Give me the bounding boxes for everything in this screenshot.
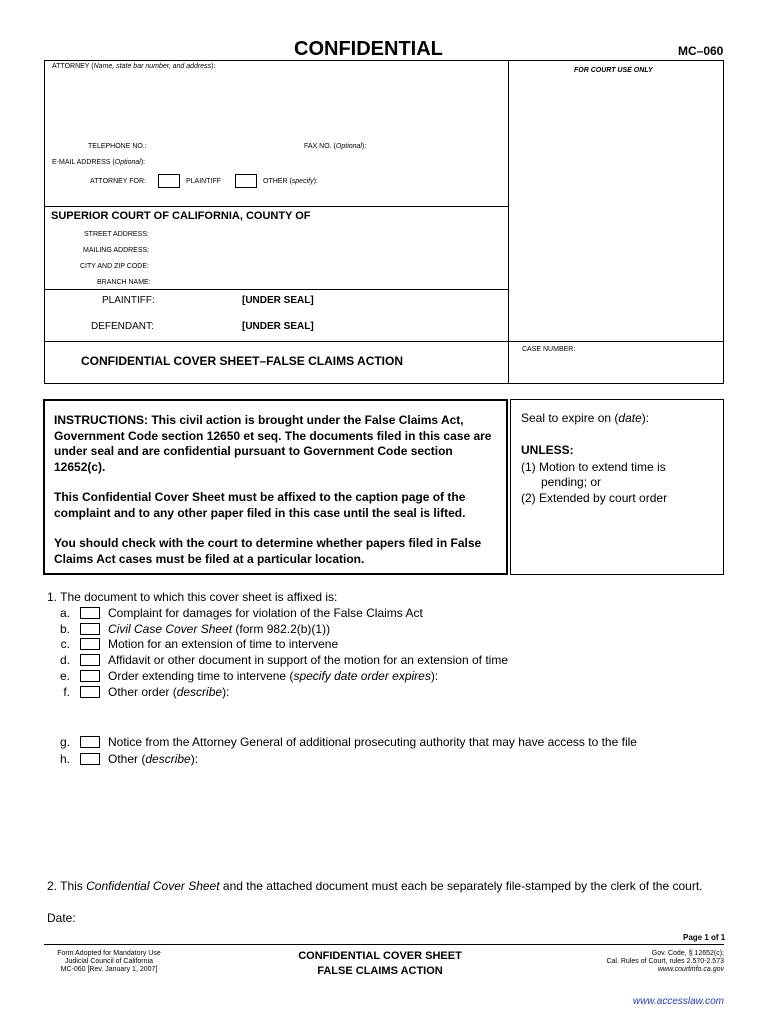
item-c-checkbox[interactable] [80, 638, 100, 650]
title-divider [44, 341, 724, 342]
footer-right-1: Gov. Code, § 12652(c); [651, 950, 724, 957]
other-checkbox[interactable] [235, 174, 257, 188]
footer-left-2: Judicial Council of California [65, 958, 153, 965]
item-g-checkbox[interactable] [80, 736, 100, 748]
plaintiff-option-label: PLAINTIFF [186, 178, 222, 185]
page-title: CONFIDENTIAL [294, 38, 443, 60]
caption-border-bottom [44, 383, 724, 384]
seal-unless: UNLESS: [521, 443, 574, 457]
section-1-intro: 1. The document to which this cover sheet is affixed is: [47, 590, 338, 604]
footer-rule [44, 944, 724, 945]
watermark-link[interactable]: www.accesslaw.com [632, 996, 724, 1007]
item-d-letter: d. [59, 653, 70, 667]
defendant-label: DEFENDANT: [91, 321, 154, 332]
defendant-value: [UNDER SEAL] [242, 321, 314, 332]
item-d-checkbox[interactable] [80, 654, 100, 666]
attorney-for-label: ATTORNEY FOR: [90, 178, 147, 185]
footer-right-3: www.courtinfo.ca.gov [657, 966, 724, 973]
other-option-label: OTHER (specify): [263, 178, 318, 185]
form-number: MC–060 [678, 44, 724, 58]
item-g-letter: g. [59, 735, 70, 749]
item-e-checkbox[interactable] [80, 670, 100, 682]
street-label: STREET ADDRESS: [84, 231, 149, 238]
instructions-paragraph-1: INSTRUCTIONS: This civil action is brought under the False Claims Act, Government Code section 12650 et seq. The documents filed in this case are under seal and are confidential pursuant to Government Code section 12652(c). [54, 413, 492, 474]
court-use-divider [508, 60, 509, 384]
document-title: CONFIDENTIAL COVER SHEET–FALSE CLAIMS ACTION [81, 354, 404, 368]
instructions-paragraph-2: This Confidential Cover Sheet must be affixed to the caption page of the complaint and to any other paper filed in this case until the seal is lifted. [54, 490, 466, 520]
mailing-label: MAILING ADDRESS: [83, 247, 150, 254]
item-h-text: Other (describe): [108, 752, 199, 766]
attorney-divider [44, 206, 509, 207]
plaintiff-value: [UNDER SEAL] [242, 295, 314, 306]
page-number: Page 1 of 1 [683, 933, 726, 942]
caption-border-right [723, 60, 724, 384]
item-b-text: Civil Case Cover Sheet (form 982.2(b)(1)) [108, 622, 331, 636]
seal-option-1: (1) Motion to extend time is [521, 460, 666, 474]
email-label: E-MAIL ADDRESS (Optional): [52, 159, 146, 166]
item-b-letter: b. [59, 622, 70, 636]
item-e-text: Order extending time to intervene (specify date order expires): [108, 669, 439, 683]
footer-left-1: Form Adopted for Mandatory Use [57, 950, 161, 957]
footer-title-2: FALSE CLAIMS ACTION [317, 965, 443, 977]
item-b-checkbox[interactable] [80, 623, 100, 635]
item-h-checkbox[interactable] [80, 753, 100, 765]
caption-border-left [44, 60, 45, 384]
fax-label: FAX NO. (Optional): [304, 143, 367, 150]
court-title: SUPERIOR COURT OF CALIFORNIA, COUNTY OF [51, 210, 311, 222]
item-e-letter: e. [59, 669, 70, 683]
item-f-letter: f. [63, 685, 70, 699]
item-a-text: Complaint for damages for violation of the False Claims Act [108, 606, 423, 620]
item-g-text: Notice from the Attorney General of additional prosecuting authority that may have access to the file [108, 735, 637, 749]
parties-divider [44, 289, 509, 290]
attorney-label: ATTORNEY (Name, state bar number, and address): [52, 63, 216, 70]
instructions-paragraph-3: You should check with the court to determine whether papers filed in False Claims Act cases must be filed at a particular location. [54, 536, 482, 566]
case-number-label: CASE NUMBER: [522, 346, 576, 353]
plaintiff-checkbox[interactable] [158, 174, 180, 188]
section-2-text: 2. This Confidential Cover Sheet and the attached document must each be separately file-stamped by the clerk of the court. [47, 879, 703, 893]
telephone-label: TELEPHONE NO.: [88, 143, 147, 150]
date-label: Date: [47, 911, 76, 925]
plaintiff-label: PLAINTIFF: [102, 295, 155, 306]
footer-right-2: Cal. Rules of Court, rules 2.570-2.573 [606, 958, 724, 965]
seal-option-2: (2) Extended by court order [521, 491, 668, 505]
item-f-text: Other order (describe): [108, 685, 230, 699]
item-a-letter: a. [59, 606, 70, 620]
item-h-letter: h. [59, 752, 70, 766]
seal-expire-label: Seal to expire on (date): [521, 411, 650, 425]
footer-left-3: MC-060 [Rev. January 1, 2007] [60, 966, 158, 973]
footer-title-1: CONFIDENTIAL COVER SHEET [298, 950, 462, 962]
item-f-checkbox[interactable] [80, 686, 100, 698]
item-c-text: Motion for an extension of time to intervene [108, 637, 339, 651]
seal-option-1-cont: pending; or [541, 475, 602, 489]
court-use-label: FOR COURT USE ONLY [574, 67, 653, 74]
item-a-checkbox[interactable] [80, 607, 100, 619]
caption-border-top [44, 60, 724, 61]
city-zip-label: CITY AND ZIP CODE: [80, 263, 149, 270]
item-c-letter: c. [60, 637, 70, 651]
branch-label: BRANCH NAME: [97, 279, 151, 286]
item-d-text: Affidavit or other document in support of the motion for an extension of time [108, 653, 509, 667]
